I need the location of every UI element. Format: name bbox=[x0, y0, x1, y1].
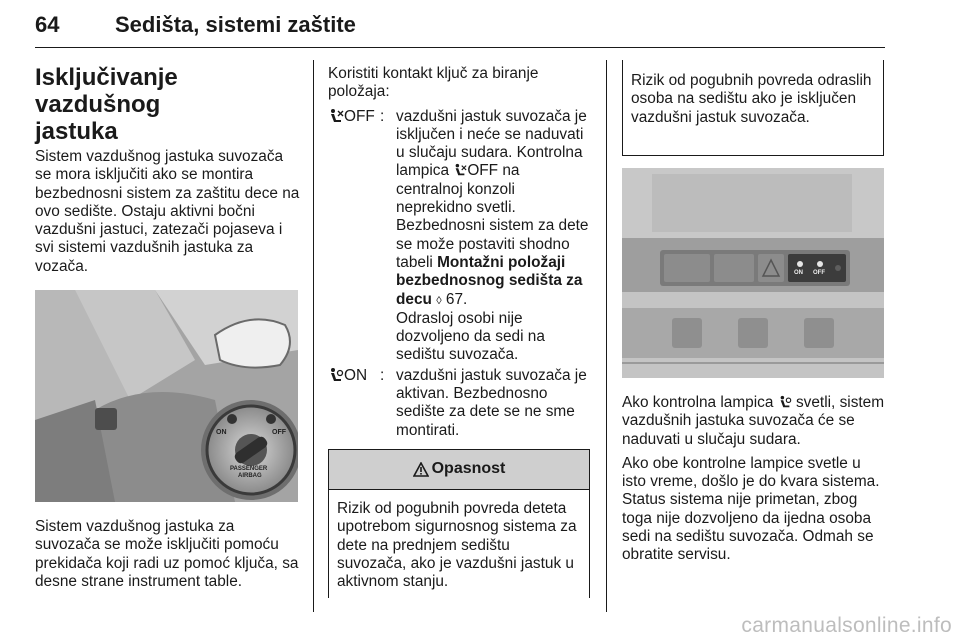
airbag-off-icon bbox=[453, 163, 467, 177]
warning-label: Opasnost bbox=[431, 460, 506, 478]
intro-paragraph: Sistem vazdušnog jastuka suvozača se mora isključiti ako se montira bezbednosni sistem za zaštitu dece na ovo sedište. Ostaju aktivni bočni vazdušni jastuci, zatezači pojaseva i svi sistemi vazdušnih jastuka za vozača. bbox=[35, 148, 300, 275]
figure-label-on: ON bbox=[216, 429, 227, 437]
panel-label-on: ON bbox=[794, 270, 803, 276]
watermark: carmanualsonline.info bbox=[741, 614, 952, 637]
table-reference[interactable]: Montažni položaji bezbednosnog sedišta za decu bbox=[396, 253, 583, 308]
column-divider bbox=[313, 60, 314, 612]
airbag-on-icon bbox=[778, 395, 792, 409]
warning-box-continued: Rizik od pogubnih povreda odraslih osoba na sedištu ako je isključen vazdušni jastuk suvozača. bbox=[622, 60, 884, 156]
airbag-off-icon bbox=[328, 108, 344, 124]
warning-box bbox=[328, 449, 590, 598]
running-head: Sedišta, sistemi zaštite bbox=[115, 12, 356, 37]
definition-off: OFF : vazdušni jastuk suvozača je isključen i neće se naduvati u slučaju sudara. Kontrolna lampica OFF na centralnoj konzoli neprekidno svetli. Bezbednosni sistem za dete se može postaviti shodno tabeli Montažni položaji bezbednosnog sedišta za decu ◊ 67. Odrasloj osobi nije dozvoljeno da sedi na sedištu suvozača. bbox=[328, 108, 590, 365]
airbag-on-icon bbox=[328, 367, 344, 383]
column-middle bbox=[328, 60, 590, 598]
column-divider bbox=[606, 60, 607, 612]
panel-label-off: OFF bbox=[813, 270, 825, 276]
section-title: Isključivanje vazdušnog jastuka bbox=[35, 64, 178, 145]
figure-caption: Sistem vazdušnog jastuka za suvozača se može isključiti pomoću prekidača koji radi uz pomoć ključa, sa desne strane instrument table. bbox=[35, 518, 299, 590]
key-switch-figure bbox=[35, 290, 298, 502]
warning-header bbox=[329, 450, 589, 490]
fault-paragraph: Ako obe kontrolne lampice svetle u isto vreme, došlo je do kvara sistema. Status sistema nije primetan, zbog toga nije dozvoljeno da ijedna osoba sedi na sedištu suvozača. Odmah se obratite servisu. bbox=[622, 454, 880, 564]
page-number: 64 bbox=[35, 12, 60, 37]
column-left bbox=[35, 60, 300, 591]
lead-paragraph: Koristiti kontakt ključ za biranje položaja: bbox=[328, 65, 539, 101]
figure-label-airbag: AIRBAG bbox=[238, 473, 262, 480]
indicator-paragraph: Ako kontrolna lampica svetli, sistem vazdušnih jastuka suvozača će se naduvati u slučaju sudara. bbox=[622, 394, 885, 448]
warning-triangle-icon bbox=[413, 462, 429, 477]
figure-label-off: OFF bbox=[272, 429, 286, 437]
page-header bbox=[35, 8, 885, 48]
control-panel-figure bbox=[622, 168, 884, 378]
definition-on: ON : vazdušni jastuk suvozača je aktivan. Bezbednosno sedište za dete se ne sme montirati. bbox=[328, 367, 590, 440]
warning-text: Rizik od pogubnih povreda deteta upotrebom sigurnosnog sistema za dete na prednjem sedištu suvozača, ako je vazdušni jastuk u aktivnom stanju. bbox=[337, 499, 577, 591]
figure-label-passenger: PASSENGER bbox=[230, 466, 268, 473]
column-right bbox=[622, 60, 887, 565]
control-panel-illustration bbox=[622, 168, 884, 378]
page-ref-arrow-icon: ◊ bbox=[436, 294, 442, 307]
